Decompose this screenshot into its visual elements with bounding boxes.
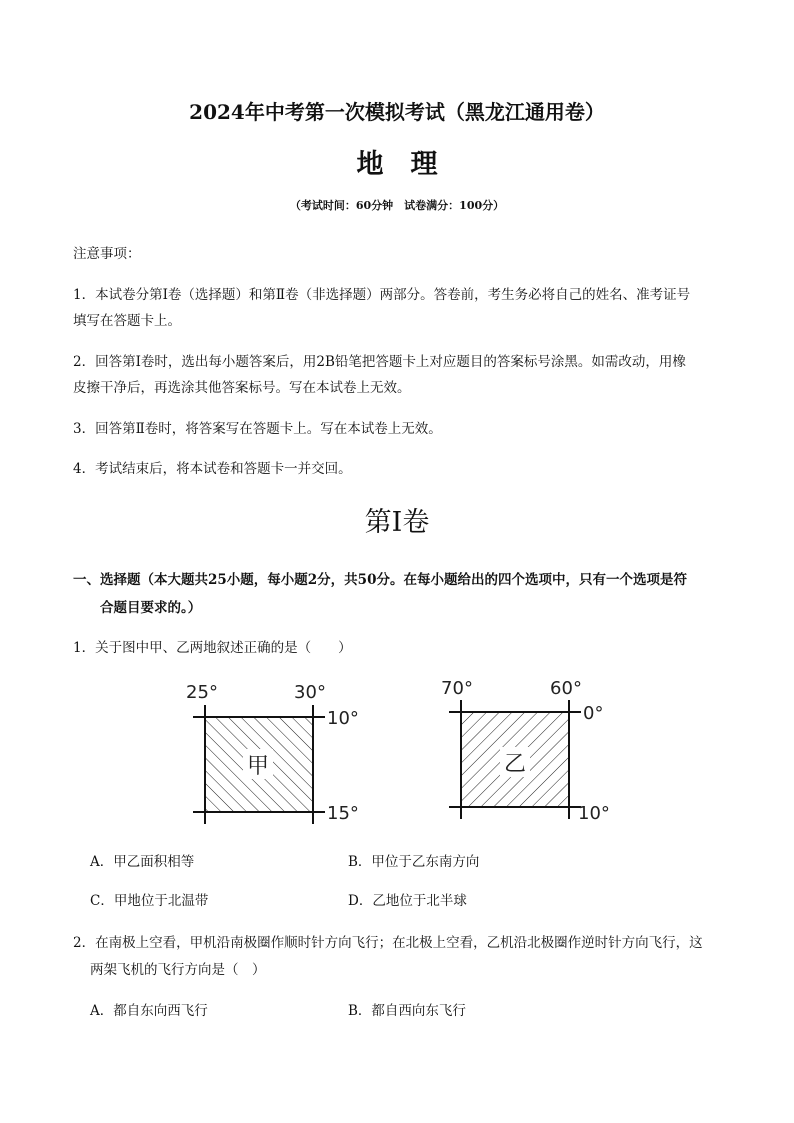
- notice-item-2: 2．回答第Ⅰ卷时，选出每小题答案后，用2B铅笔把答题卡上对应题目的答案标号涂黑。如需改动，用橡: [73, 354, 686, 370]
- q1-option-b[interactable]: B．甲位于乙东南方向: [348, 854, 480, 870]
- jia-lat-bottom: 15°: [327, 803, 359, 824]
- notice-item-3: 3．回答第Ⅱ卷时，将答案写在答题卡上。写在本试卷上无效。: [73, 421, 442, 437]
- yi-lon-right: 60°: [550, 678, 582, 699]
- yi-lat-bottom: 10°: [578, 803, 610, 824]
- question-2-stem: 2．在南极上空看，甲机沿南极圈作顺时针方向飞行；在北极上空看，乙机沿北极圈作逆时针方向飞行，这: [73, 935, 703, 951]
- exam-meta: （考试时间：60分钟 试卷满分：100分）: [289, 199, 505, 212]
- yi-lat-top: 0°: [583, 703, 604, 724]
- section-title: 第Ⅰ卷: [364, 507, 430, 538]
- q2-option-a[interactable]: A．都自东向西飞行: [90, 1003, 208, 1019]
- subject-title: 地 理: [356, 149, 438, 180]
- box-jia: [186, 682, 359, 824]
- jia-lon-left: 25°: [186, 682, 218, 703]
- q1-option-a[interactable]: A．甲乙面积相等: [90, 854, 195, 870]
- jia-lat-top: 10°: [327, 708, 359, 729]
- q1-option-d[interactable]: D．乙地位于北半球: [348, 893, 467, 909]
- question-1-stem: 1．关于图中甲、乙两地叙述正确的是（ ）: [73, 640, 352, 656]
- exam-title: 2024年中考第一次模拟考试（黑龙江通用卷）: [189, 100, 605, 124]
- label-yi: 乙: [503, 752, 527, 777]
- box-yi: [441, 678, 610, 824]
- part1-instruction-cont: 合题目要求的。）: [100, 600, 202, 616]
- jia-lon-right: 30°: [294, 682, 326, 703]
- q1-option-c[interactable]: C．甲地位于北温带: [90, 893, 209, 909]
- notice-heading: 注意事项：: [73, 246, 141, 262]
- q1-lat-lon-figure: [170, 672, 630, 832]
- q2-option-b[interactable]: B．都自西向东飞行: [348, 1003, 466, 1019]
- notice-item-2-cont: 皮擦干净后，再选涂其他答案标号。写在本试卷上无效。: [73, 380, 411, 396]
- question-2-stem-cont: 两架飞机的飞行方向是（ ）: [90, 962, 266, 978]
- notice-item-1: 1．本试卷分第Ⅰ卷（选择题）和第Ⅱ卷（非选择题）两部分。答卷前，考生务必将自己的姓名、准考证号: [73, 287, 691, 303]
- notice-item-1-cont: 填写在答题卡上。: [73, 313, 181, 329]
- label-jia: 甲: [246, 754, 270, 779]
- yi-lon-left: 70°: [441, 678, 473, 699]
- notice-item-4: 4．考试结束后，将本试卷和答题卡一并交回。: [73, 461, 352, 477]
- part1-instruction: 一、选择题（本大题共25小题，每小题2分，共50分。在每小题给出的四个选项中，只有一个选项是符: [73, 572, 687, 588]
